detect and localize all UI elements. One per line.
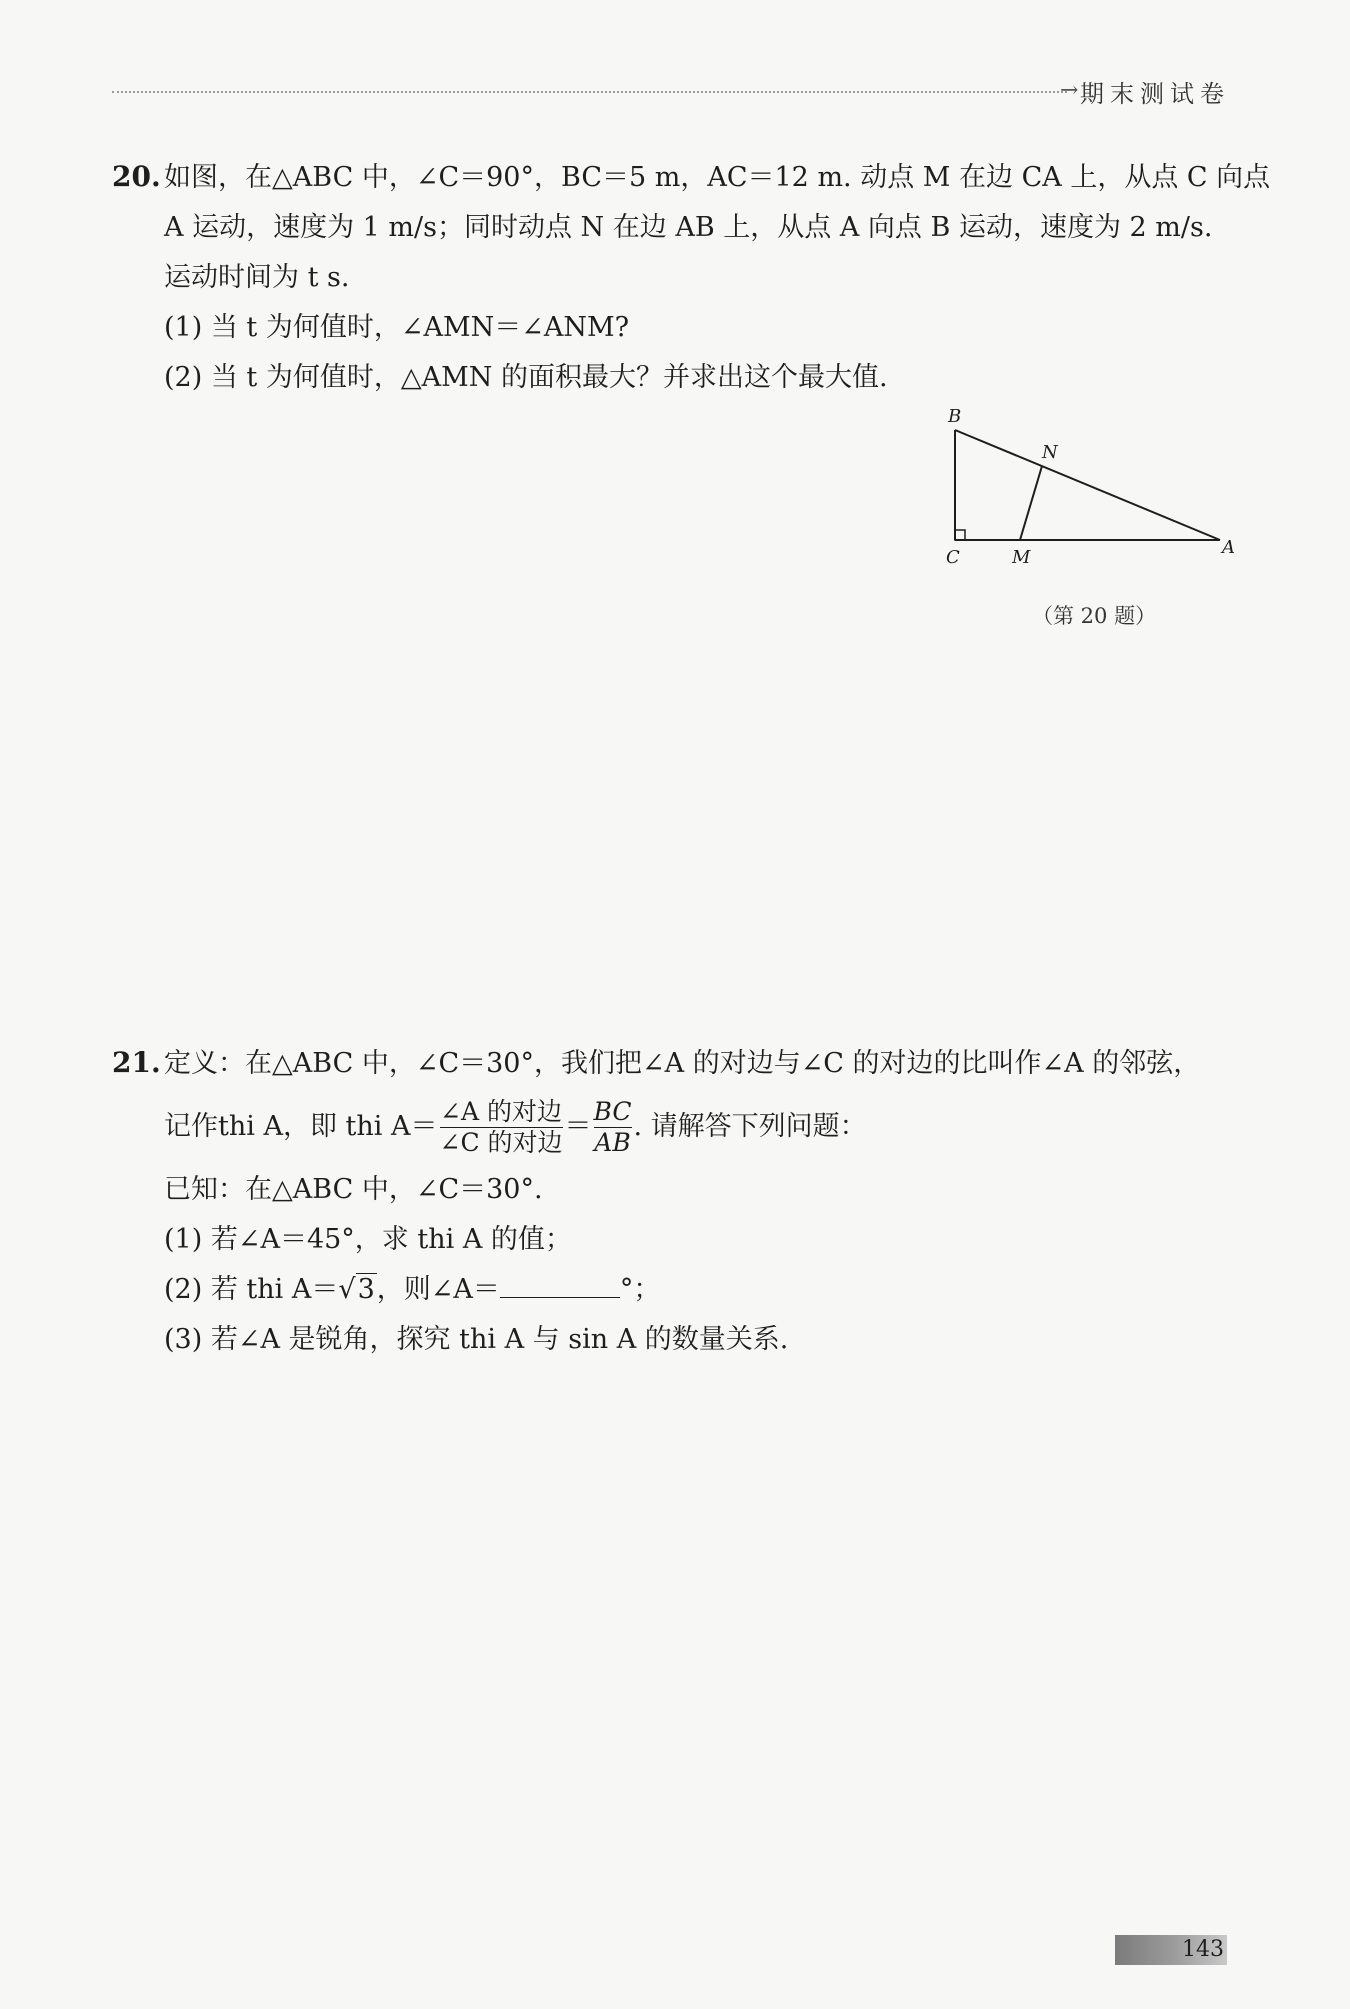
problem-20-line-3: 运动时间为 t s. [164,262,350,293]
problem-20-number: 20. [112,160,161,193]
question-2-suffix: °； [619,1274,661,1305]
problem-21-number: 21. [112,1046,161,1079]
header-title: 期末测试卷 [1080,80,1230,108]
label-n: N [1042,442,1058,463]
sqrt-value: 3 [357,1274,375,1305]
problem-20-line-1 [112,152,1271,203]
definition-prefix: 记作thi A，即 thi A＝ [164,1111,438,1142]
label-m: M [1012,547,1031,568]
triangle-figure [930,400,1260,630]
problem-20-question-1: (1) 当 t 为何值时，∠AMN＝∠ANM? [164,312,630,343]
problem-21 [112,1038,1232,1365]
fraction-bc-ab [594,1097,632,1158]
question-2-mid: ，则∠A＝ [376,1274,500,1305]
question-2-prefix: (2) 若 thi A＝ [164,1274,339,1305]
problem-20-text-1: 如图，在△ABC 中，∠C＝90°，BC＝5 m，AC＝12 m. 动点 M 在边 CA 上，从点 C 向点 [164,162,1271,193]
sqrt-sign: √ [338,1274,356,1305]
fraction-equals: ＝ [564,1111,592,1142]
page-number: 143 [1182,1937,1224,1962]
header-arrow-icon: → [1060,78,1079,103]
problem-21-definition [112,1089,1232,1165]
problem-21-question-2 [112,1265,1232,1315]
answer-blank[interactable] [500,1275,620,1298]
problem-20-question-2: (2) 当 t 为何值时，△AMN 的面积最大？并求出这个最大值. [164,362,888,393]
problem-21-question-3: (3) 若∠A 是锐角，探究 thi A 与 sin A 的数量关系. [164,1324,789,1355]
fraction-1-numerator: ∠A 的对边 [440,1097,562,1126]
problem-21-known: 已知：在△ABC 中，∠C＝30°. [164,1174,543,1205]
figure-caption: （第 20 题） [1032,604,1157,628]
fraction-angle-sides [440,1097,563,1158]
label-b: B [948,406,962,427]
problem-21-line-1 [112,1038,1232,1089]
problem-21-text-1: 定义：在△ABC 中，∠C＝30°，我们把∠A 的对边与∠C 的对边的比叫作∠A 的邻弦， [164,1048,1201,1079]
problem-20 [112,152,1271,403]
segment-mn [1020,466,1042,540]
problem-21-question-1: (1) 若∠A＝45°，求 thi A 的值； [164,1224,572,1255]
fraction-1-denominator: ∠C 的对边 [439,1128,563,1157]
definition-suffix: . 请解答下列问题： [633,1111,867,1142]
side-ab [955,430,1220,540]
fraction-2-denominator: AB [594,1128,631,1157]
right-angle-mark [955,530,965,540]
problem-20-line-2: A 运动，速度为 1 m/s；同时动点 N 在边 AB 上，从点 A 向点 B 运动，速度为 2 m/s. [164,212,1213,243]
label-a: A [1222,537,1235,558]
header-rule [112,91,1067,93]
fraction-2-numerator: BC [593,1097,632,1126]
label-c: C [946,547,960,568]
